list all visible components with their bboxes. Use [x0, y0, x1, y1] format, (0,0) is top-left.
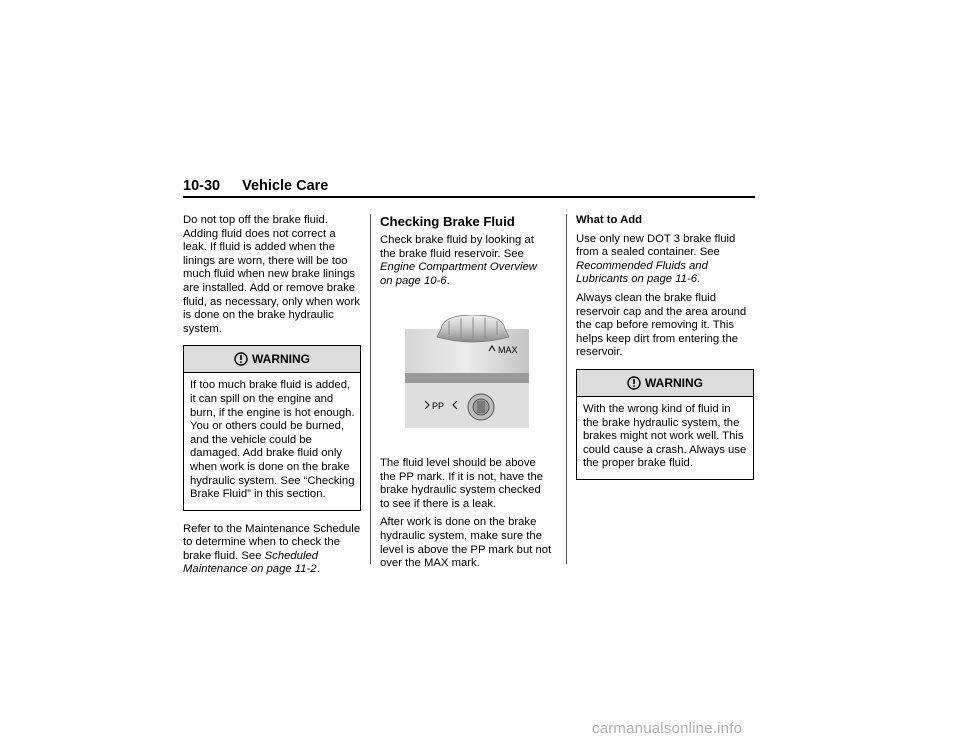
- warning-title: WARNING: [252, 352, 310, 367]
- max-mark-label: MAX: [498, 345, 518, 356]
- text: .: [697, 273, 701, 286]
- paragraph: Always clean the brake fluid reservoir cap and the area around the cap before removing it. This helps keep dirt from entering the reservoir.: [576, 291, 747, 359]
- paragraph: [183, 523, 361, 577]
- column-3: [576, 214, 754, 492]
- section-title: Vehicle Care: [242, 178, 329, 194]
- header-rule: [183, 196, 755, 198]
- paragraph: Do not top off the brake fluid. Adding fluid does not correct a leak. If fluid is added when the linings are worn, there will be too much fluid when new brake linings are installed. Add or remove brake fluid, as necessary, only when work is done on the brake hydraulic system.: [183, 214, 360, 335]
- warning-icon: [627, 376, 641, 390]
- page-header: [183, 177, 755, 195]
- warning-body: If too much brake fluid is added, it can spill on the engine and burn, if the engine is hot enough. You or others could be burned, and the vehicle could be damaged. Add brake fluid only when work is done on the brake hydraulic system. See “Checking Brake Fluid” in this section.: [190, 379, 355, 501]
- text: Use only new DOT 3 brake fluid from a sealed container. See: [576, 232, 736, 259]
- section-heading: Checking Brake Fluid: [380, 214, 515, 229]
- column-divider-1: [370, 214, 371, 564]
- cross-reference-link[interactable]: Recommended Fluids and Lubricants on page 11-6: [576, 259, 708, 286]
- warning-title: WARNING: [645, 375, 703, 390]
- pp-mark-label: PP: [432, 401, 445, 412]
- subheading: What to Add: [576, 214, 643, 226]
- text: Check brake fluid by looking at the brake fluid reservoir. See: [380, 234, 534, 260]
- column-1: [183, 214, 361, 582]
- paragraph: [380, 234, 552, 288]
- cross-reference-link[interactable]: Scheduled Maintenance on page 11-2: [183, 549, 319, 576]
- text: .: [446, 274, 450, 287]
- text: Refer to the Maintenance Schedule to determine when to check the brake fluid. See: [183, 522, 361, 562]
- page-number: 10-30: [183, 178, 221, 194]
- paragraph: After work is done on the brake hydraulic system, make sure the level is above the PP mark but not over the MAX mark.: [380, 516, 552, 570]
- warning-title-bar: [184, 346, 360, 373]
- brake-fluid-reservoir-illustration: [405, 315, 529, 428]
- paragraph: [576, 233, 754, 287]
- warning-icon: [234, 352, 248, 366]
- text: .: [316, 563, 320, 576]
- warning-box: [576, 369, 754, 480]
- cross-reference-link[interactable]: Engine Compartment Overview on page 10-6: [380, 261, 537, 287]
- warning-body: With the wrong kind of fluid in the brake hydraulic system, the brakes might not work well. This could cause a crash. Always use the proper brake fluid.: [583, 402, 747, 470]
- column-2: [380, 214, 552, 576]
- paragraph: The fluid level should be above the PP mark. If it is not, have the brake hydraulic system checked to see if there is a leak.: [380, 456, 544, 510]
- warning-box: [183, 345, 361, 510]
- warning-title-bar: [577, 370, 753, 397]
- column-divider-2: [566, 214, 567, 564]
- watermark: carmanualsonline.info: [592, 720, 743, 737]
